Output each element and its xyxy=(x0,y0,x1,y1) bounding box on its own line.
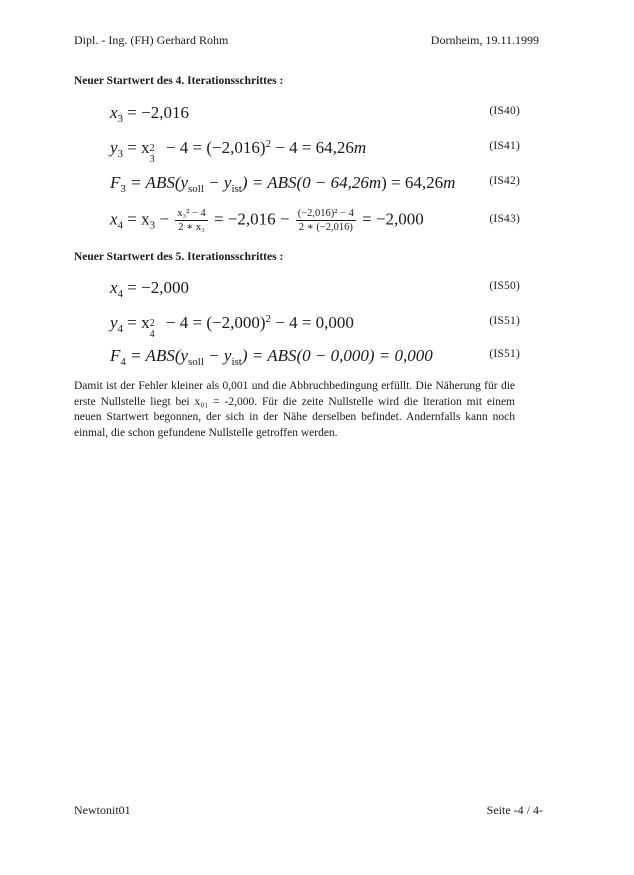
eq-rhs2: − 4 = 64,26 xyxy=(275,138,354,157)
eq-minus: − y xyxy=(208,173,232,192)
eq-subscript: 4 xyxy=(117,219,124,232)
eq-sup-sub xyxy=(149,139,162,166)
section-title-iteration-4: Neuer Startwert des 4. Iterationsschrittes : xyxy=(74,75,284,87)
fraction-symbolic xyxy=(175,207,207,234)
equation-body xyxy=(110,311,354,341)
eq-variable: y xyxy=(110,138,118,157)
eq-subscript: 4 xyxy=(149,329,155,341)
eq-rhs: − 4 = (−2,000) xyxy=(165,313,266,332)
conclusion-paragraph: Damit ist der Fehler kleiner als 0,001 und die Abbruchbedingung erfüllt. Die Näherung für die erste Nullstelle liegt bei x₀₁ = -2,000. Für die zeite Nullstelle wird die Iteration mit einem neuen Startwert begonnen, der sich in der Nähe derselben befindet. Andernfalls kann noch einmal, die schon gefundene Nullstelle getroffen werden. xyxy=(74,380,515,439)
eq-minus: − xyxy=(159,209,169,229)
equation-body xyxy=(110,207,424,234)
eq-rhs: = −2,016 xyxy=(127,103,189,122)
eq-subscript: 3 xyxy=(149,219,156,232)
equation-body xyxy=(110,101,189,125)
header-author: Dipl. - Ing. (FH) Gerhard Rohm xyxy=(74,33,229,47)
equation-body xyxy=(110,171,455,195)
eq-variable: x xyxy=(110,103,118,122)
eq-subscript: 3 xyxy=(149,154,155,166)
equation-body xyxy=(110,136,367,166)
eq-subscript: ist xyxy=(231,183,242,195)
equation-label: (IS42) xyxy=(489,175,520,187)
eq-variable: y xyxy=(110,313,118,332)
eq-subscript: 3 xyxy=(120,183,126,195)
equation-is51-f xyxy=(110,344,520,374)
eq-mid: = −2,016 − xyxy=(213,209,290,229)
equation-label: (IS51) xyxy=(489,348,520,360)
eq-rhs: = −2,000 xyxy=(127,278,189,297)
eq-unit: m xyxy=(353,138,367,157)
eq-mid: = x xyxy=(127,138,150,157)
eq-rhs: = −2,000 xyxy=(362,209,424,229)
eq-subscript: 4 xyxy=(117,323,124,335)
equation-is51-y xyxy=(110,311,520,341)
eq-rhs2: − 4 = 0,000 xyxy=(275,313,354,332)
section-title-iteration-5: Neuer Startwert des 5. Iterationsschrittes : xyxy=(74,251,284,263)
eq-close: ) = ABS(0 − 64,26 xyxy=(241,173,369,192)
equation-label: (IS40) xyxy=(489,105,520,117)
fraction-numerator: (−2,016)² − 4 xyxy=(297,208,354,219)
eq-unit: m xyxy=(443,173,456,192)
equation-is42 xyxy=(110,171,520,201)
eq-variable: F xyxy=(110,173,121,192)
eq-superscript: 2 xyxy=(265,138,271,150)
equation-body xyxy=(110,276,189,300)
fraction-denominator: 2 ∗ (−2,016) xyxy=(298,222,353,233)
equation-label: (IS51) xyxy=(489,315,520,327)
fraction-numeric xyxy=(296,207,356,234)
eq-minus: − y xyxy=(208,346,232,365)
eq-subscript: soll xyxy=(188,183,204,195)
eq-variable: F xyxy=(110,346,121,365)
equation-is43 xyxy=(110,205,520,239)
eq-subscript: soll xyxy=(188,356,204,368)
eq-mid: = x xyxy=(127,313,150,332)
equation-is40 xyxy=(110,101,520,131)
equation-label: (IS41) xyxy=(489,140,520,152)
eq-unit: m xyxy=(368,173,382,192)
footer-filename: Newtonit01 xyxy=(74,803,131,817)
eq-function: = ABS(y xyxy=(130,173,189,192)
eq-subscript: ist xyxy=(231,356,242,368)
equation-label: (IS50) xyxy=(489,280,520,292)
equation-is41 xyxy=(110,136,520,166)
eq-function: = ABS(y xyxy=(130,346,189,365)
eq-equals: = x xyxy=(127,209,150,229)
eq-rhs: − 4 = (−2,016) xyxy=(165,138,266,157)
eq-subscript: 3 xyxy=(117,148,124,160)
eq-subscript: 4 xyxy=(120,356,126,368)
equation-label: (IS43) xyxy=(489,213,520,225)
eq-subscript: 4 xyxy=(117,288,124,300)
eq-subscript: 3 xyxy=(117,113,124,125)
eq-superscript: 2 xyxy=(149,143,155,155)
equation-is50 xyxy=(110,276,520,306)
eq-close: ) = ABS(0 − 0,000) = 0,000 xyxy=(241,346,433,365)
header-place-date: Dornheim, 19.11.1999 xyxy=(430,33,539,47)
fraction-denominator: 2 ∗ x₃ xyxy=(178,222,205,233)
equation-body xyxy=(110,344,433,368)
footer-page-number: Seite -4 / 4- xyxy=(486,803,543,817)
eq-rhs: ) = 64,26 xyxy=(381,173,444,192)
eq-variable: x xyxy=(110,278,118,297)
eq-variable: x xyxy=(110,209,118,229)
eq-sup-sub xyxy=(149,314,162,341)
eq-superscript: 2 xyxy=(265,313,271,325)
eq-superscript: 2 xyxy=(149,318,155,330)
fraction-numerator: x₃² − 4 xyxy=(177,208,206,219)
